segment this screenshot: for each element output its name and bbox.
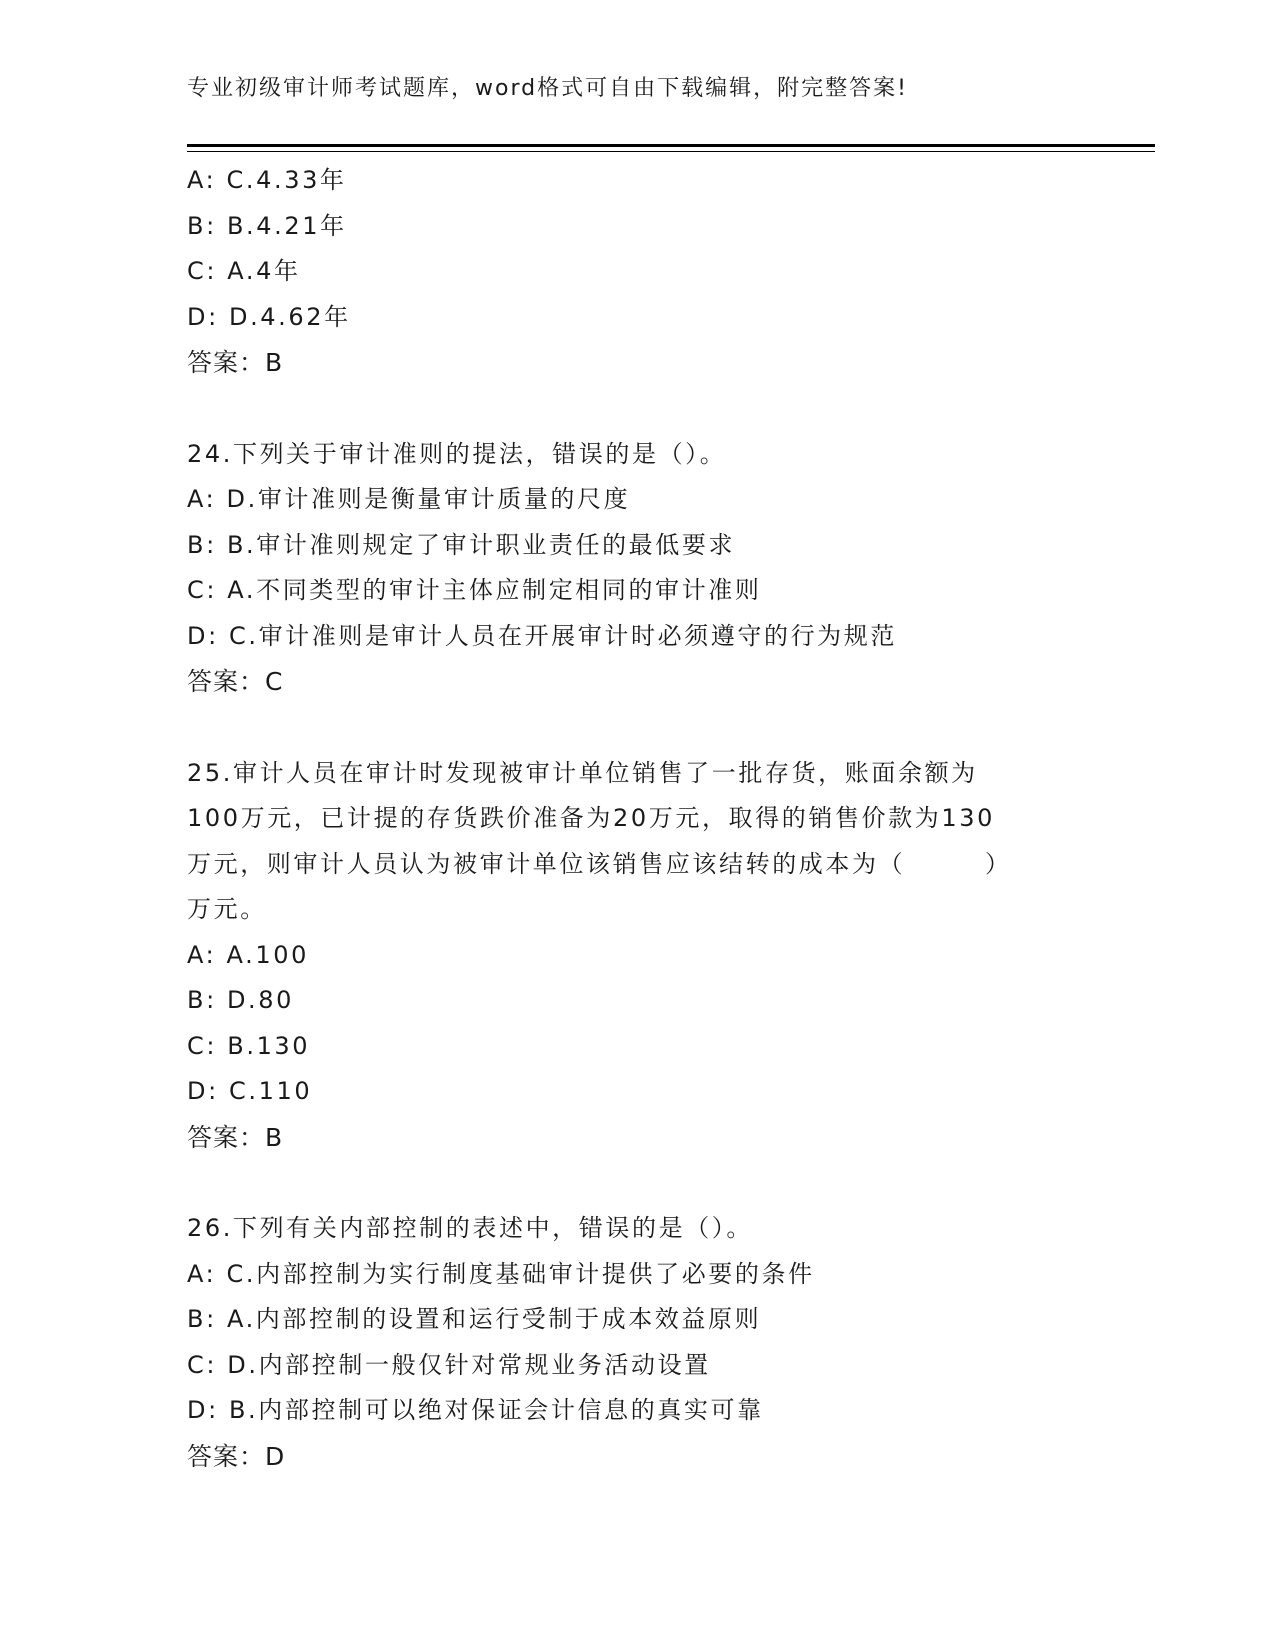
question-26 <box>187 1206 1087 1479</box>
option-c: C: B.130 <box>187 1031 311 1060</box>
answer-line <box>187 1115 1087 1161</box>
question-stem-line-2: 100万元，已计提的存货跌价准备为20万元，取得的销售价款为130 <box>187 804 995 832</box>
option-b: B: B.审计准则规定了审计职业责任的最低要求 <box>187 530 736 559</box>
answer-label: 答案： <box>187 1441 266 1471</box>
answer-line <box>187 659 1087 705</box>
question-stem-line-1: 25.审计人员在审计时发现被审计单位销售了一批存货，账面余额为 <box>187 758 978 787</box>
option-b: B: B.4.21年 <box>187 211 347 240</box>
answer-value: D <box>265 1441 286 1471</box>
question-stem-line-4: 万元。 <box>187 895 267 923</box>
header-divider-thin <box>187 151 1155 152</box>
option-a: A: A.100 <box>187 940 309 969</box>
question-stem: 24.下列关于审计准则的提法，错误的是（）。 <box>187 439 727 468</box>
option-b: B: A.内部控制的设置和运行受制于成本效益原则 <box>187 1305 762 1333</box>
option-d: D: C.110 <box>187 1077 313 1105</box>
answer-value: C <box>265 667 284 696</box>
page-header: 专业初级审计师考试题库，word格式可自由下载编辑，附完整答案! <box>187 76 908 101</box>
answer-label: 答案： <box>187 667 266 696</box>
option-a: A: D.审计准则是衡量审计质量的尺度 <box>187 485 631 513</box>
question-23-continuation <box>187 158 1087 386</box>
option-c: C: A.4年 <box>187 257 301 285</box>
answer-line <box>187 1434 1087 1480</box>
option-a: A: C.4.33年 <box>187 166 347 194</box>
answer-line <box>187 340 1087 386</box>
answer-label: 答案： <box>187 348 266 377</box>
answer-label: 答案： <box>187 1122 266 1152</box>
option-d: D: B.内部控制可以绝对保证会计信息的真实可靠 <box>187 1396 764 1424</box>
option-b: B: D.80 <box>187 986 295 1014</box>
answer-value: B <box>265 1122 284 1152</box>
option-c: C: A.不同类型的审计主体应制定相同的审计准则 <box>187 576 762 604</box>
answer-value: B <box>265 348 284 377</box>
option-a: A: C.内部控制为实行制度基础审计提供了必要的条件 <box>187 1259 815 1288</box>
question-25 <box>187 751 1087 1161</box>
document-body <box>187 158 1087 1479</box>
option-c: C: D.内部控制一般仅针对常规业务活动设置 <box>187 1350 711 1379</box>
header-divider-thick <box>187 144 1155 147</box>
question-stem-line-3: 万元，则审计人员认为被审计单位该销售应该结转的成本为（ ） <box>187 849 1012 878</box>
option-d: D: C.审计准则是审计人员在开展审计时必须遵守的行为规范 <box>187 621 897 650</box>
option-d: D: D.4.62年 <box>187 302 351 331</box>
question-stem: 26.下列有关内部控制的表述中，错误的是（）。 <box>187 1214 753 1242</box>
question-24 <box>187 432 1087 705</box>
